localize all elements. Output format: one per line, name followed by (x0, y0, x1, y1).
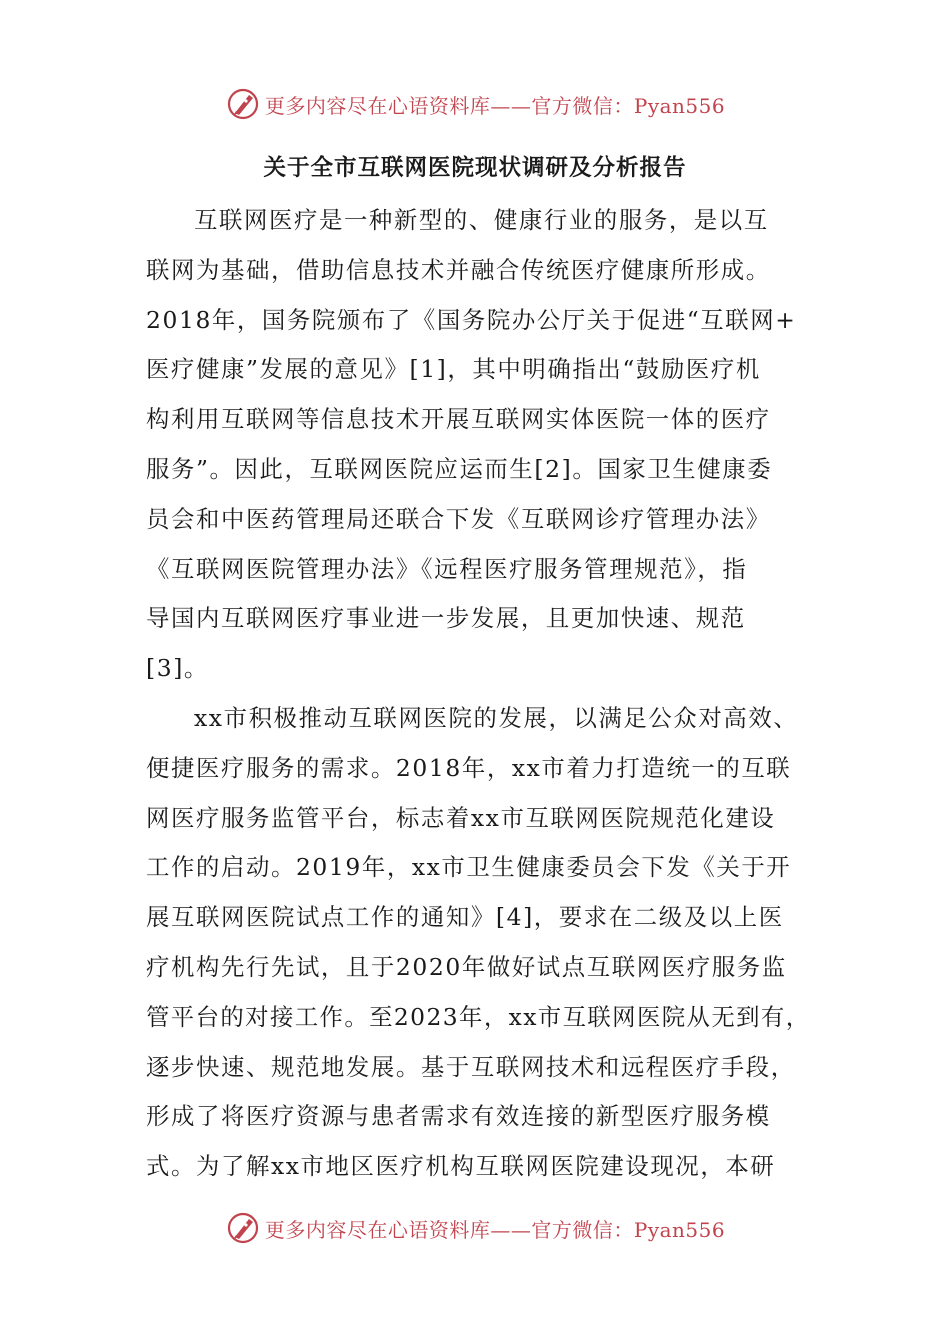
paragraph-2-line-4: 工作的启动。2019年，xx市卫生健康委员会下发《关于开 (146, 853, 792, 882)
paragraph-1-line-4: 医疗健康”发展的意见》[1]，其中明确指出“鼓励医疗机 (146, 355, 761, 384)
document-title: 关于全市互联网医院现状调研及分析报告 (263, 155, 687, 181)
paragraph-2-line-8: 逐步快速、规范地发展。基于互联网技术和远程医疗手段， (146, 1052, 796, 1081)
paragraph-1-line-2: 联网为基础，借助信息技术并融合传统医疗健康所形成。 (146, 255, 771, 284)
paragraph-1-line-5: 构利用互联网等信息技术开展互联网实体医院一体的医疗 (146, 405, 771, 434)
paragraph-2-line-2: 便捷医疗服务的需求。2018年，xx市着力打造统一的互联 (146, 753, 792, 782)
paragraph-1-line-8: 《互联网医院管理办法》《远程医疗服务管理规范》，指 (146, 554, 748, 583)
paragraph-1-line-9: 导国内互联网医疗事业进一步发展，且更加快速、规范 (146, 604, 746, 633)
document-body (146, 196, 811, 1192)
watermark-text: 更多内容尽在心语资料库——官方微信：Pyan556 (264, 1217, 726, 1242)
pen-nib-circle-icon (225, 86, 261, 122)
paragraph-1-line-3: 2018年，国务院颁布了《国务院办公厅关于促进“互联网+ (146, 305, 797, 334)
watermark-banner-top (0, 84, 950, 124)
paragraph-1-line-1: 互联网医疗是一种新型的、健康行业的服务，是以互 (194, 206, 769, 234)
paragraph-1-line-10: [3]。 (146, 654, 209, 683)
paragraph-1-line-6: 服务”。因此，互联网医院应运而生[2]。国家卫生健康委 (146, 454, 773, 483)
paragraph-2-line-3: 网医疗服务监管平台，标志着xx市互联网医院规范化建设 (146, 803, 776, 832)
paragraph-2-line-7: 管平台的对接工作。至2023年，xx市互联网医院从无到有， (146, 1002, 811, 1031)
paragraph-2-line-9: 形成了将医疗资源与患者需求有效连接的新型医疗服务模 (146, 1102, 771, 1131)
pen-nib-circle-icon (225, 1210, 261, 1246)
paragraph-2-line-6: 疗机构先行先试，且于2020年做好试点互联网医疗服务监 (146, 952, 787, 981)
watermark-banner-bottom (0, 1208, 950, 1248)
paragraph-2-line-5: 展互联网医院试点工作的通知》[4]，要求在二级及以上医 (146, 903, 784, 932)
paragraph-1-line-7: 员会和中医药管理局还联合下发《互联网诊疗管理办法》 (146, 504, 771, 533)
paragraph-2-line-10: 式。为了解xx市地区医疗机构互联网医院建设现况，本研 (146, 1152, 776, 1181)
watermark-text: 更多内容尽在心语资料库——官方微信：Pyan556 (264, 93, 726, 118)
paragraph-2-line-1: xx市积极推动互联网医院的发展，以满足公众对高效、 (194, 703, 799, 732)
